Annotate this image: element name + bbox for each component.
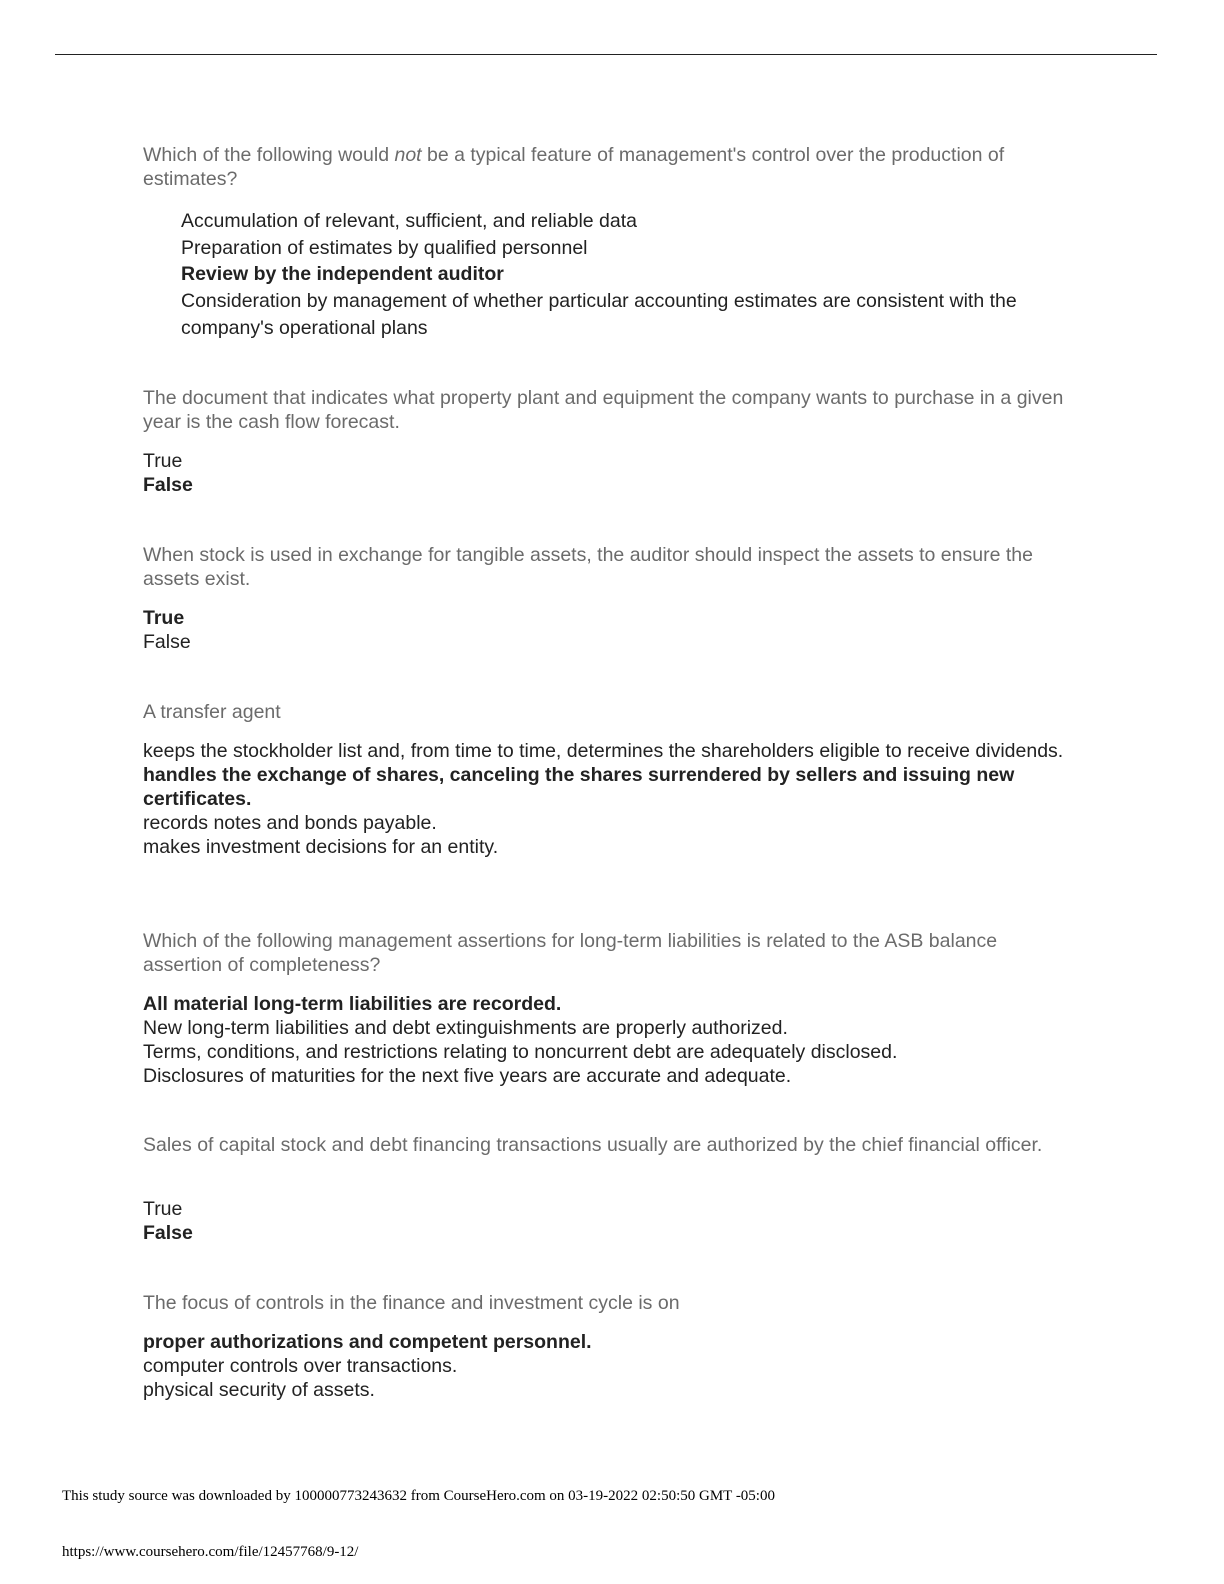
question-6-text: Sales of capital stock and debt financing transactions usually are authorized by the chief financial officer.	[143, 1134, 1043, 1156]
question-1-answers	[181, 208, 1051, 342]
answer-option: keeps the stockholder list and, from time to time, determines the shareholders eligible to receive dividends.	[143, 740, 1064, 762]
answer-option-selected: proper authorizations and competent personnel.	[143, 1331, 592, 1353]
question-7-answers	[143, 1330, 1073, 1402]
answer-option: records notes and bonds payable.	[143, 812, 437, 834]
question-1-text	[143, 143, 1073, 191]
download-source-note: This study source was downloaded by 100000773243632 from CourseHero.com on 03-19-2022 02:50:50 GMT -05:00	[62, 1488, 775, 1504]
question-3-answers	[143, 606, 1073, 654]
question-5-text: Which of the following management assertions for long-term liabilities is related to the ASB balance assertion of completeness?	[143, 930, 998, 976]
answer-option-selected: False	[143, 474, 193, 496]
answer-option: Terms, conditions, and restrictions relating to noncurrent debt are adequately disclosed.	[143, 1041, 898, 1063]
question-1-suffix: be a typical feature of management's control over the production of estimates?	[143, 144, 1005, 190]
question-2-text: The document that indicates what property plant and equipment the company wants to purchase in a given year is the cash flow forecast.	[143, 387, 1064, 433]
answer-option: Consideration by management of whether particular accounting estimates are consistent with the company's operational plans	[181, 290, 1017, 339]
answer-option: New long-term liabilities and debt extinguishments are properly authorized.	[143, 1017, 788, 1039]
source-url[interactable]: https://www.coursehero.com/file/12457768/9-12/	[62, 1544, 359, 1560]
answer-option: Accumulation of relevant, sufficient, and reliable data	[181, 210, 637, 232]
question-4-answers	[143, 739, 1073, 859]
question-7-text: The focus of controls in the finance and investment cycle is on	[143, 1292, 680, 1314]
answer-option: physical security of assets.	[143, 1379, 375, 1401]
answer-option: True	[143, 1198, 183, 1220]
answer-option: computer controls over transactions.	[143, 1355, 458, 1377]
answer-option-selected: False	[143, 1222, 193, 1244]
question-3-text: When stock is used in exchange for tangible assets, the auditor should inspect the assets to ensure the assets exist.	[143, 544, 1033, 590]
question-4-text: A transfer agent	[143, 701, 281, 723]
answer-option: True	[143, 450, 183, 472]
answer-option-selected: All material long-term liabilities are recorded.	[143, 993, 562, 1015]
question-1-emphasis: not	[394, 144, 422, 166]
answer-option: False	[143, 631, 191, 653]
answer-option-selected: Review by the independent auditor	[181, 263, 504, 286]
answer-option: makes investment decisions for an entity.	[143, 836, 499, 858]
question-2-answers	[143, 449, 1073, 497]
question-5-answers	[143, 992, 1073, 1088]
answer-option-selected: True	[143, 607, 185, 629]
answer-option: Preparation of estimates by qualified personnel	[181, 236, 588, 259]
question-1-prefix: Which of the following would	[143, 144, 395, 166]
answer-option-selected: handles the exchange of shares, canceling the shares surrendered by sellers and issuing new certificates.	[143, 764, 1015, 810]
header-divider	[55, 54, 1157, 55]
answer-option: Disclosures of maturities for the next five years are accurate and adequate.	[143, 1065, 792, 1087]
question-6-answers	[143, 1197, 1073, 1245]
